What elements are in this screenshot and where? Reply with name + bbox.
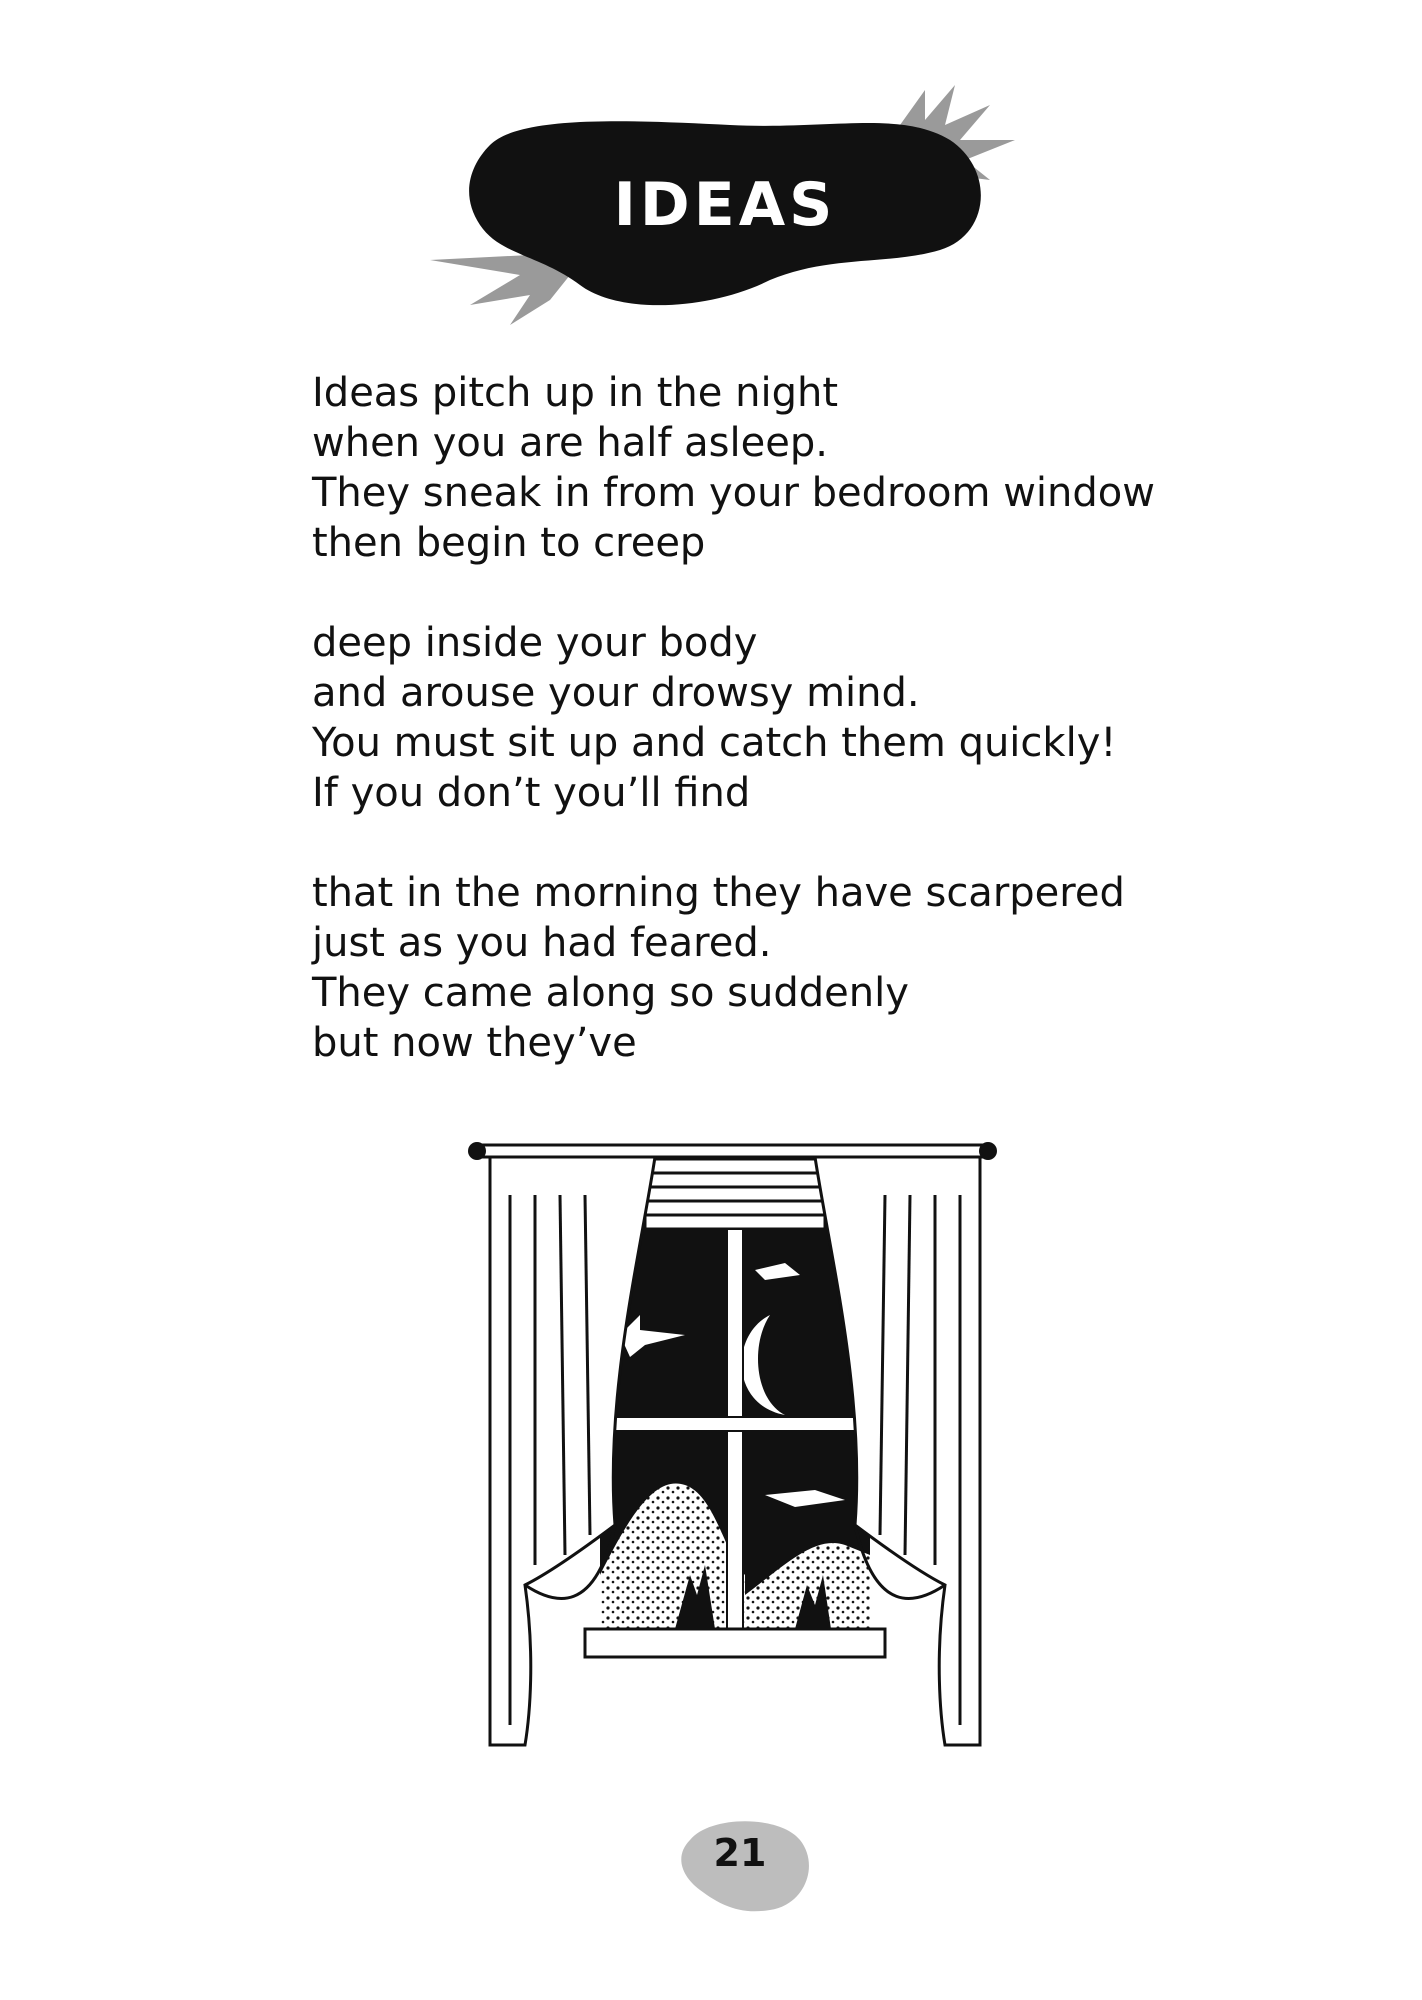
night-sky-view	[600, 1229, 870, 1629]
window-sill	[585, 1629, 885, 1657]
stanza-3	[312, 868, 1212, 1068]
poem-body	[312, 368, 1212, 1118]
poem-line: If you don’t you’ll find	[312, 770, 751, 816]
poem-line: but now they’ve	[312, 1020, 637, 1066]
poem-line: They came along so suddenly	[312, 970, 909, 1016]
page-number: 21	[713, 1831, 767, 1875]
stanza-2	[312, 618, 1212, 818]
poem-line: then begin to creep	[312, 520, 706, 566]
poem-line: and arouse your drowsy mind.	[312, 670, 920, 716]
poem-title: IDEAS	[613, 170, 837, 240]
poem-line: just as you had feared.	[312, 920, 772, 966]
poem-line: Ideas pitch up in the night	[312, 370, 838, 416]
stanza-1	[312, 368, 1212, 568]
poem-line: They sneak in from your bedroom window	[312, 470, 1155, 516]
window-blind	[645, 1159, 825, 1229]
poem-line: You must sit up and catch them quickly!	[312, 720, 1117, 766]
poem-line: when you are half asleep.	[312, 420, 828, 466]
window-illustration	[465, 1135, 1005, 1755]
poem-line: deep inside your body	[312, 620, 758, 666]
poem-line: that in the morning they have scarpered	[312, 870, 1125, 916]
